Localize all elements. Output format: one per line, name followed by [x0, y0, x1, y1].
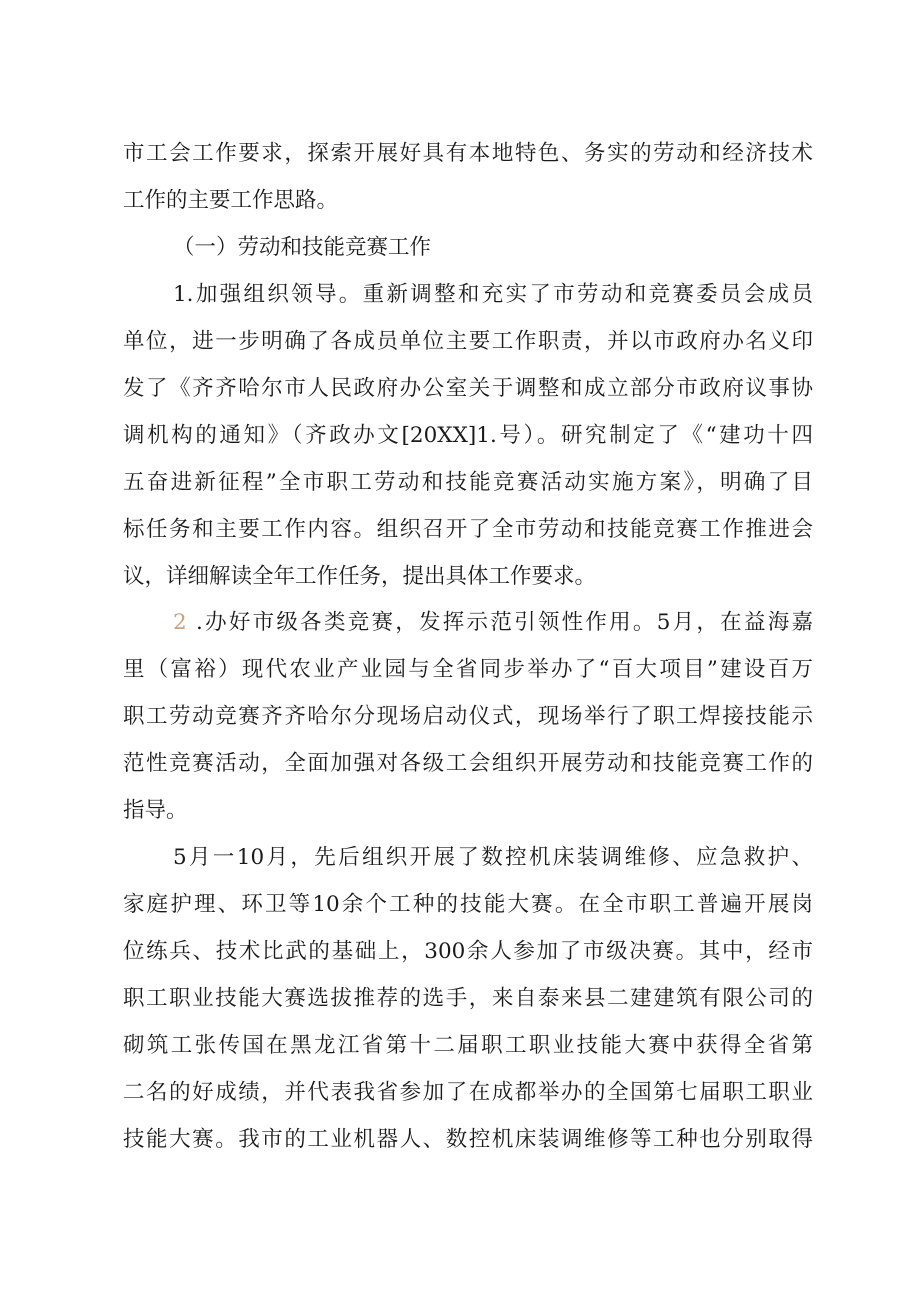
paragraph-line: .办好市级各类竞赛，发挥示范引领性作用。5月，在益海嘉 — [196, 610, 813, 635]
paragraph-line: 范性竞赛活动，全面加强对各级工会组织开展劳动和技能竞赛工作的 — [123, 751, 813, 776]
paragraph-line: 发了《齐齐哈尔市人民政府办公室关于调整和成立部分市政府议事协 — [123, 376, 813, 401]
paragraph-line: 里（富裕）现代农业产业园与全省同步举办了“百大项目”建设百万 — [123, 657, 813, 682]
paragraph-line: 二名的好成绩，并代表我省参加了在成都举办的全国第七届职工职业 — [123, 1080, 813, 1105]
paragraph-line: 技能大赛。我市的工业机器人、数控机床装调维修等工种也分别取得 — [123, 1127, 813, 1152]
paragraph-line: 职工劳动竞赛齐齐哈尔分现场启动仪式，现场举行了职工焊接技能示 — [123, 704, 813, 729]
paragraph-line: 调机构的通知》（齐政办文[20XX]1.号）。研究制定了《“建功十四 — [123, 423, 813, 448]
paragraph-line: 位练兵、技术比武的基础上，300余人参加了市级决赛。其中，经市 — [123, 939, 813, 964]
paragraph-line: 砌筑工张传国在黑龙江省第十二届职工职业技能大赛中获得全省第 — [123, 1033, 813, 1058]
paragraph-line: 1.加强组织领导。重新调整和充实了市劳动和竞赛委员会成员 — [173, 282, 813, 307]
paragraph-line: 职工职业技能大赛选拔推荐的选手，来自泰来县二建建筑有限公司的 — [123, 986, 813, 1011]
paragraph-line: 标任务和主要工作内容。组织召开了全市劳动和技能竞赛工作推进会 — [123, 517, 813, 542]
paragraph-line: 指导。 — [123, 798, 188, 823]
paragraph-line: 议，详细解读全年工作任务，提出具体工作要求。 — [123, 564, 597, 589]
section-heading: （一）劳动和技能竞赛工作 — [173, 235, 432, 260]
paragraph-line: 单位，进一步明确了各成员单位主要工作职责，并以市政府办名义印 — [123, 329, 813, 354]
item-number-accent: 2 — [173, 610, 187, 635]
paragraph-line: 五奋进新征程”全市职工劳动和技能竞赛活动实施方案》，明确了目 — [123, 470, 813, 495]
paragraph-line: 家庭护理、环卫等10余个工种的技能大赛。在全市职工普遍开展岗 — [123, 892, 813, 917]
paragraph-line: 市工会工作要求，探索开展好具有本地特色、务实的劳动和经济技术 — [123, 141, 813, 166]
paragraph-line: 5月一10月，先后组织开展了数控机床装调维修、应急救护、 — [173, 845, 813, 870]
paragraph-line: 工作的主要工作思路。 — [123, 188, 339, 213]
